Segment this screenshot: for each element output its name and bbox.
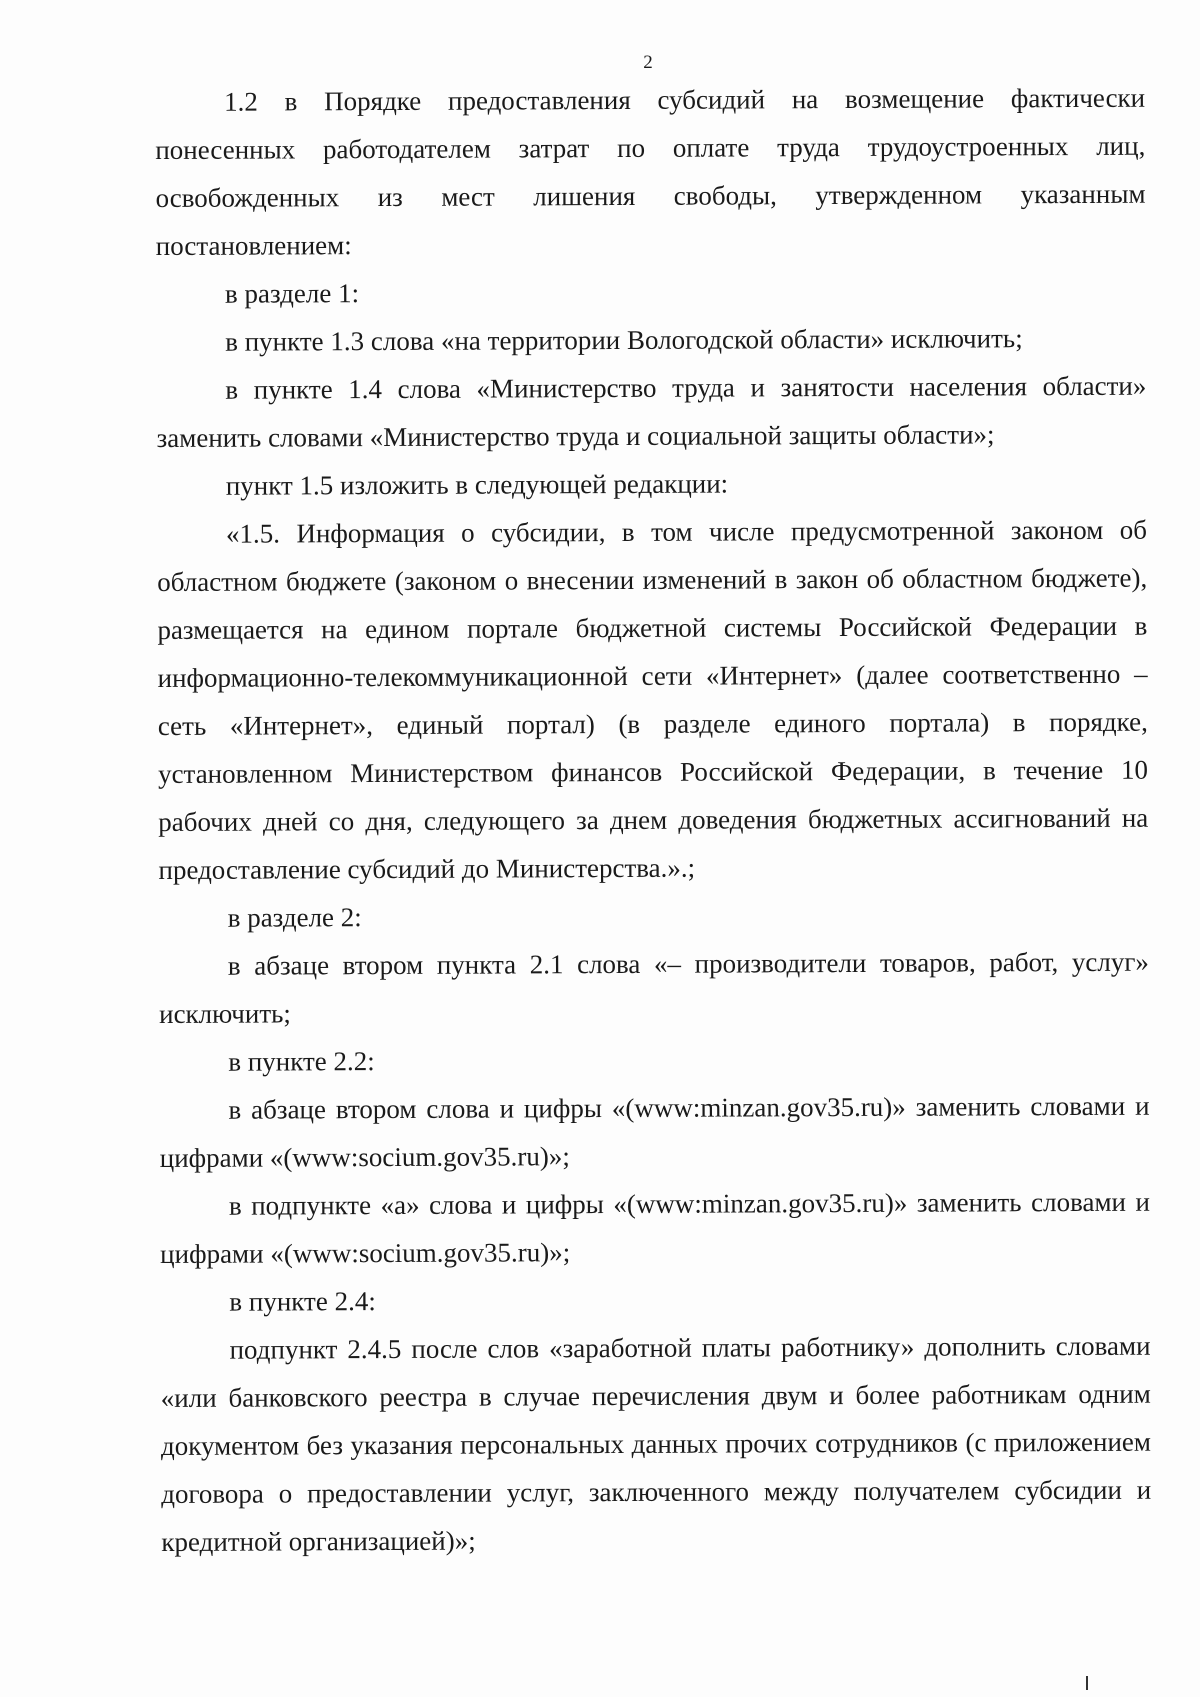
paragraph-section-2: в разделе 2: xyxy=(227,902,362,933)
paragraph-item-2-4-5: подпункт 2.4.5 после слов «заработной платы работнику» дополнить словами «или банковского реестра в случае перечисления двум и более работникам одним документом без указания персональных данных прочих сотрудников (с приложением договора о предоставлении услуг, заключенного между получателем субсидии и кредитной организацией)»; xyxy=(160,1330,1152,1557)
paragraph-item-2-2-a: в подпункте «а» слова и цифры «(www:minzan.gov35.ru)» заменить словами и цифрами «(www:socium.gov35.ru)»; xyxy=(160,1186,1150,1269)
paragraph-1-2-intro: 1.2 в Порядке предоставления субсидий на возмещение фактически понесенных работодателем затрат по оплате труда трудоустроенных лиц, освобожденных из мест лишения свободы, утвержденном указанным постановлением: xyxy=(155,82,1146,261)
scan-edge-mark xyxy=(1086,1676,1088,1690)
paragraph-item-1-4: в пункте 1.4 слова «Министерство труда и занятости населения области» заменить словами «Министерство труда и социальной защиты области»; xyxy=(156,370,1147,453)
paragraph-item-2-4: в пункте 2.4: xyxy=(229,1286,376,1317)
page-number: 2 xyxy=(643,52,653,73)
paragraph-item-2-2-abzac: в абзаце втором слова и цифры «(www:minzan.gov35.ru)» заменить словами и цифрами «(www:socium.gov35.ru)»; xyxy=(159,1090,1150,1173)
paragraph-item-1-5-text: «1.5. Информация о субсидии, в том числе предусмотренной законом об областном бюджете (законом о внесении изменений в закон об областном бюджете), размещается на едином портале бюджетной системы Российской Федерации в информационно-телекоммуникационной сети «Интернет» (далее соответственно – сеть «Интернет», единый портал) (в разделе единого портала) в порядке, установленном Министерством финансов Российской Федерации, в течение 10 рабочих дней со дня, следующего за днем доведения бюджетных ассигнований на предоставление субсидий до Министерства.».; xyxy=(157,514,1149,885)
paragraph-section-1: в разделе 1: xyxy=(224,278,360,309)
paragraph-item-2-1: в абзаце втором пункта 2.1 слова «– производители товаров, работ, услуг» исключить; xyxy=(159,946,1149,1029)
paragraph-item-2-2: в пункте 2.2: xyxy=(228,1046,375,1077)
document-body xyxy=(155,74,1151,1566)
paragraph-item-1-5-intro: пункт 1.5 изложить в следующей редакции: xyxy=(225,468,729,501)
paragraph-item-1-3: в пункте 1.3 слова «на территории Вологодской области» исключить; xyxy=(225,323,1023,357)
